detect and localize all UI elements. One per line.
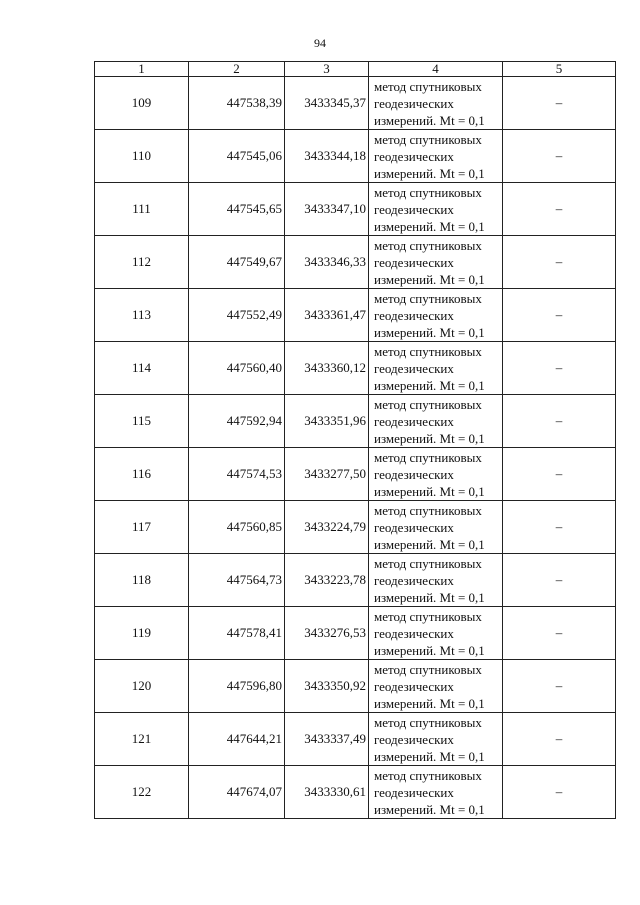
table-header — [95, 62, 616, 77]
point-number-cell: 113 — [95, 289, 189, 342]
x-coordinate-cell: 447644,21 — [189, 713, 285, 766]
y-coordinate-cell: 3433223,78 — [285, 554, 369, 607]
point-number-cell: 112 — [95, 236, 189, 289]
note-cell: – — [503, 183, 616, 236]
method-line: геодезических — [374, 784, 454, 800]
method-line: геодезических — [374, 625, 454, 641]
x-coordinate-cell: 447549,67 — [189, 236, 285, 289]
y-coordinate-cell: 3433330,61 — [285, 766, 369, 819]
y-coordinate-cell: 3433351,96 — [285, 395, 369, 448]
x-coordinate-cell: 447674,07 — [189, 766, 285, 819]
method-line: измерений. Mt = 0,1 — [374, 695, 485, 711]
method-cell — [369, 395, 503, 448]
point-number-cell: 122 — [95, 766, 189, 819]
y-coordinate-cell: 3433224,79 — [285, 501, 369, 554]
method-cell — [369, 77, 503, 130]
x-coordinate-cell: 447592,94 — [189, 395, 285, 448]
method-cell — [369, 183, 503, 236]
table-row — [95, 554, 616, 607]
note-cell: – — [503, 660, 616, 713]
note-cell: – — [503, 448, 616, 501]
method-line: метод спутниковых — [374, 661, 482, 677]
method-cell — [369, 289, 503, 342]
table-row — [95, 289, 616, 342]
method-line: измерений. Mt = 0,1 — [374, 748, 485, 764]
y-coordinate-cell: 3433346,33 — [285, 236, 369, 289]
method-cell — [369, 448, 503, 501]
method-line: измерений. Mt = 0,1 — [374, 112, 485, 128]
method-line: метод спутниковых — [374, 78, 482, 94]
point-number-cell: 119 — [95, 607, 189, 660]
point-number-cell: 110 — [95, 130, 189, 183]
method-line: метод спутниковых — [374, 449, 482, 465]
y-coordinate-cell: 3433277,50 — [285, 448, 369, 501]
method-line: геодезических — [374, 254, 454, 270]
method-line: геодезических — [374, 678, 454, 694]
method-cell — [369, 236, 503, 289]
method-line: метод спутниковых — [374, 396, 482, 412]
note-cell: – — [503, 607, 616, 660]
y-coordinate-cell: 3433345,37 — [285, 77, 369, 130]
table-row — [95, 183, 616, 236]
table-row — [95, 766, 616, 819]
note-cell: – — [503, 766, 616, 819]
method-line: метод спутниковых — [374, 237, 482, 253]
method-line: геодезических — [374, 519, 454, 535]
x-coordinate-cell: 447564,73 — [189, 554, 285, 607]
x-coordinate-cell: 447596,80 — [189, 660, 285, 713]
method-line: геодезических — [374, 572, 454, 588]
method-line: измерений. Mt = 0,1 — [374, 589, 485, 605]
table-row — [95, 607, 616, 660]
note-cell: – — [503, 130, 616, 183]
method-line: метод спутниковых — [374, 184, 482, 200]
y-coordinate-cell: 3433344,18 — [285, 130, 369, 183]
method-line: геодезических — [374, 148, 454, 164]
note-cell: – — [503, 501, 616, 554]
y-coordinate-cell: 3433347,10 — [285, 183, 369, 236]
y-coordinate-cell: 3433350,92 — [285, 660, 369, 713]
method-line: измерений. Mt = 0,1 — [374, 377, 485, 393]
method-line: измерений. Mt = 0,1 — [374, 430, 485, 446]
table-row — [95, 236, 616, 289]
point-number-cell: 115 — [95, 395, 189, 448]
page-number: 94 — [314, 36, 326, 50]
method-line: метод спутниковых — [374, 502, 482, 518]
note-cell: – — [503, 342, 616, 395]
header-col-3: 3 — [285, 62, 369, 77]
header-col-1: 1 — [95, 62, 189, 77]
y-coordinate-cell: 3433276,53 — [285, 607, 369, 660]
point-number-cell: 117 — [95, 501, 189, 554]
method-line: измерений. Mt = 0,1 — [374, 165, 485, 181]
note-cell: – — [503, 713, 616, 766]
method-line: метод спутниковых — [374, 343, 482, 359]
method-line: измерений. Mt = 0,1 — [374, 536, 485, 552]
method-cell — [369, 130, 503, 183]
note-cell: – — [503, 554, 616, 607]
point-number-cell: 116 — [95, 448, 189, 501]
method-line: измерений. Mt = 0,1 — [374, 801, 485, 817]
x-coordinate-cell: 447552,49 — [189, 289, 285, 342]
method-cell — [369, 766, 503, 819]
method-line: геодезических — [374, 731, 454, 747]
method-cell — [369, 554, 503, 607]
method-line: метод спутниковых — [374, 767, 482, 783]
note-cell: – — [503, 395, 616, 448]
method-line: метод спутниковых — [374, 608, 482, 624]
method-cell — [369, 342, 503, 395]
method-line: метод спутниковых — [374, 714, 482, 730]
point-number-cell: 120 — [95, 660, 189, 713]
method-line: метод спутниковых — [374, 290, 482, 306]
header-row — [95, 62, 616, 77]
table-row — [95, 77, 616, 130]
method-cell — [369, 713, 503, 766]
method-line: измерений. Mt = 0,1 — [374, 324, 485, 340]
x-coordinate-cell: 447560,85 — [189, 501, 285, 554]
y-coordinate-cell: 3433361,47 — [285, 289, 369, 342]
method-line: геодезических — [374, 95, 454, 111]
note-cell: – — [503, 236, 616, 289]
x-coordinate-cell: 447574,53 — [189, 448, 285, 501]
method-line: геодезических — [374, 413, 454, 429]
table-row — [95, 501, 616, 554]
table-row — [95, 448, 616, 501]
table-row — [95, 660, 616, 713]
x-coordinate-cell: 447538,39 — [189, 77, 285, 130]
method-line: измерений. Mt = 0,1 — [374, 218, 485, 234]
table-body — [95, 77, 616, 819]
method-line: измерений. Mt = 0,1 — [374, 483, 485, 499]
point-number-cell: 111 — [95, 183, 189, 236]
method-line: геодезических — [374, 307, 454, 323]
y-coordinate-cell: 3433360,12 — [285, 342, 369, 395]
x-coordinate-cell: 447545,06 — [189, 130, 285, 183]
y-coordinate-cell: 3433337,49 — [285, 713, 369, 766]
x-coordinate-cell: 447560,40 — [189, 342, 285, 395]
x-coordinate-cell: 447578,41 — [189, 607, 285, 660]
method-cell — [369, 660, 503, 713]
table-row — [95, 130, 616, 183]
header-col-2: 2 — [189, 62, 285, 77]
table-row — [95, 342, 616, 395]
note-cell: – — [503, 289, 616, 342]
method-line: метод спутниковых — [374, 131, 482, 147]
header-col-4: 4 — [369, 62, 503, 77]
method-line: геодезических — [374, 466, 454, 482]
method-line: измерений. Mt = 0,1 — [374, 271, 485, 287]
header-col-5: 5 — [503, 62, 616, 77]
table-row — [95, 713, 616, 766]
method-cell — [369, 501, 503, 554]
coordinates-table — [94, 61, 616, 819]
table-row — [95, 395, 616, 448]
point-number-cell: 109 — [95, 77, 189, 130]
method-line: измерений. Mt = 0,1 — [374, 642, 485, 658]
method-line: метод спутниковых — [374, 555, 482, 571]
method-cell — [369, 607, 503, 660]
point-number-cell: 118 — [95, 554, 189, 607]
point-number-cell: 121 — [95, 713, 189, 766]
x-coordinate-cell: 447545,65 — [189, 183, 285, 236]
point-number-cell: 114 — [95, 342, 189, 395]
method-line: геодезических — [374, 360, 454, 376]
method-line: геодезических — [374, 201, 454, 217]
note-cell: – — [503, 77, 616, 130]
